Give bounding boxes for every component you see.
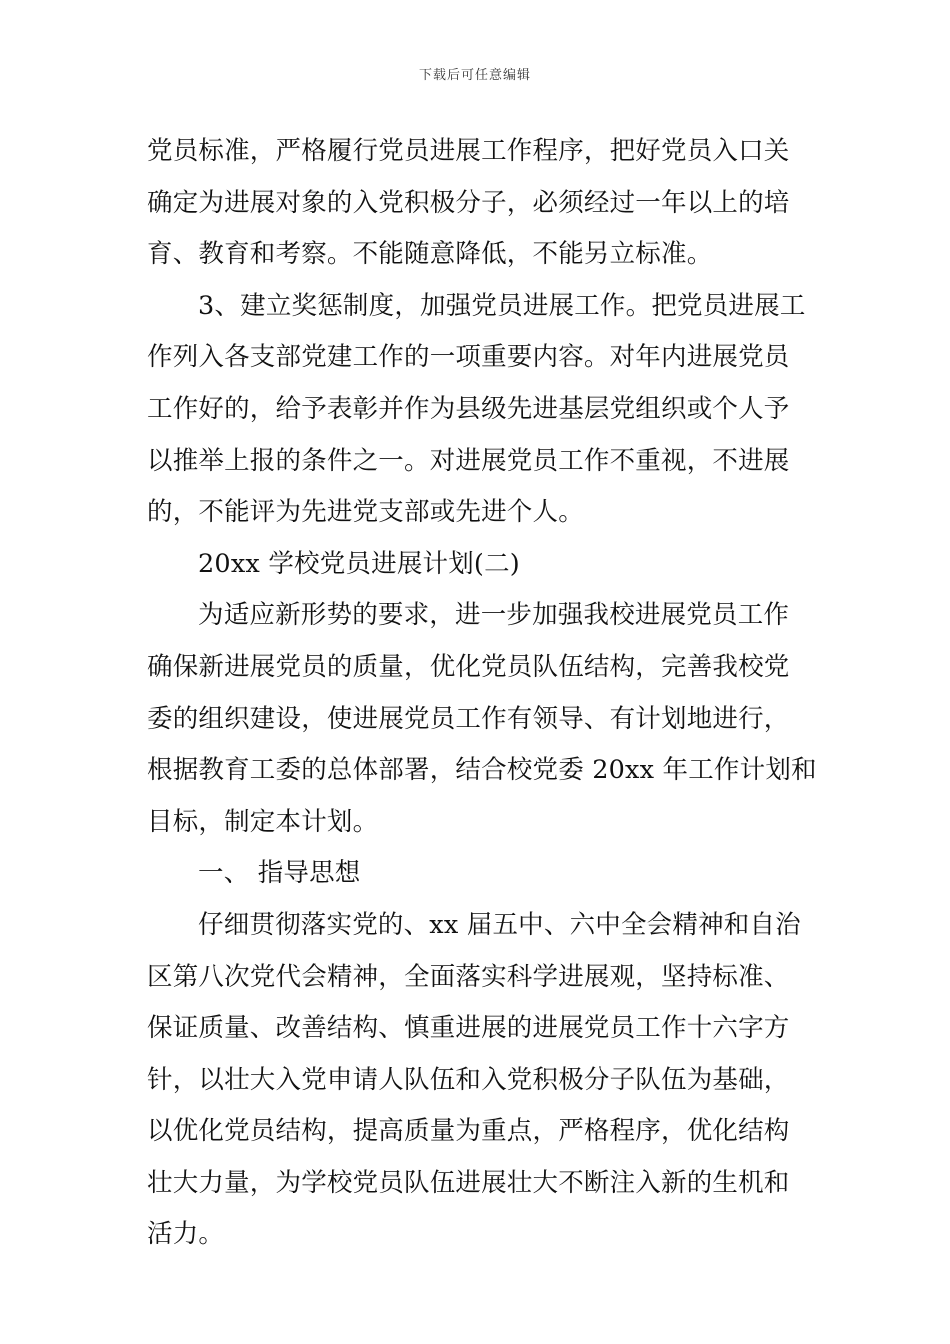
text-line: 党员标准，严格履行党员进展工作程序，把好党员入口关	[147, 136, 790, 166]
text-line: 针，以壮大入党申请人队伍和入党积极分子队伍为基础，	[147, 1064, 790, 1095]
text-line: 确保新进展党员的质量，优化党员队伍结构，完善我校党	[147, 651, 790, 682]
section-title: 20xx 学校党员进展计划(二)	[198, 548, 520, 579]
text-line: 为适应新形势的要求，进一步加强我校进展党员工作	[198, 600, 790, 631]
text-line: 确定为进展对象的入党积极分子，必须经过一年以上的培	[147, 187, 790, 218]
text-line: 3、建立奖惩制度，加强党员进展工作。把党员进展工	[198, 290, 806, 321]
text-line: 壮大力量，为学校党员队伍进展壮大不断注入新的生机和	[147, 1167, 790, 1198]
text-line: 仔细贯彻落实党的、xx 届五中、六中全会精神和自治	[198, 909, 801, 940]
text-line: 区第八次党代会精神，全面落实科学进展观，坚持标准、	[147, 961, 790, 992]
text-line: 作列入各支部党建工作的一项重要内容。对年内进展党员	[147, 342, 790, 373]
text-line: 活力。	[147, 1219, 225, 1250]
text-line: 育、教育和考察。不能随意降低，不能另立标准。	[147, 239, 713, 270]
text-line: 目标，制定本计划。	[147, 806, 379, 837]
text-line: 保证质量、改善结构、慎重进展的进展党员工作十六字方	[147, 1013, 790, 1044]
text-line: 工作好的，给予表彰并作为县级先进基层党组织或个人予	[147, 393, 790, 424]
text-line: 以推举上报的条件之一。对进展党员工作不重视，不进展	[147, 445, 790, 476]
text-line: 委的组织建设，使进展党员工作有领导、有计划地进行，	[147, 703, 790, 734]
text-line: 根据教育工委的总体部署，结合校党委 20xx 年工作计划和	[147, 755, 817, 786]
text-line: 的，不能评为先进党支部或先进个人。	[147, 497, 584, 528]
section-heading: 一、 指导思想	[198, 858, 361, 889]
page-header: 下载后可任意编辑	[418, 68, 531, 83]
document-body	[147, 126, 817, 1261]
text-line: 以优化党员结构，提高质量为重点，严格程序，优化结构	[147, 1116, 790, 1147]
